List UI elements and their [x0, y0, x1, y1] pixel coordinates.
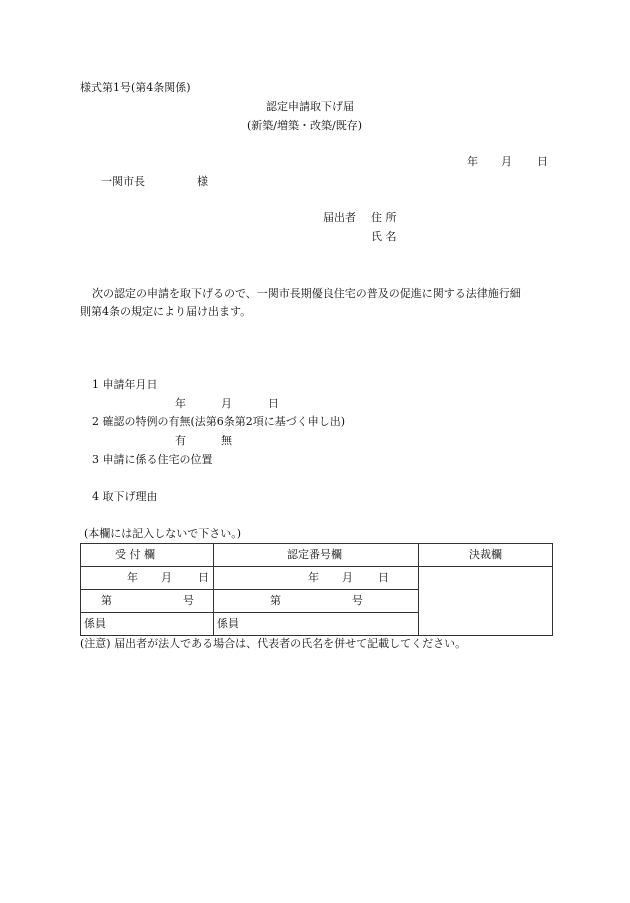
date-month-label: 月	[501, 155, 512, 168]
document-title: 認定申請取下げ届	[266, 100, 354, 113]
office-use-table	[80, 543, 553, 636]
approval-cell	[419, 567, 553, 636]
certification-header-cell	[214, 544, 419, 567]
reception-month: 月	[161, 571, 172, 584]
date-year-label: 年	[467, 155, 478, 168]
reception-day: 日	[198, 571, 209, 584]
applicant-address-label: 住 所	[371, 211, 397, 224]
reception-number-cell	[81, 590, 214, 613]
certification-date-cell	[214, 567, 419, 590]
reception-year: 年	[127, 571, 138, 584]
certification-number-header: 認定番号欄	[287, 548, 342, 561]
item3-label: 3 申請に係る住宅の位置	[92, 453, 213, 466]
office-use-note: (本欄には記入しないで下さい。)	[84, 527, 242, 540]
body-text-line1: 次の認定の申請を取下げるので、一関市長期優良住宅の普及の促進に関する法律施行細	[92, 287, 521, 300]
reception-header: 受 付 欄	[115, 548, 155, 561]
certification-day: 日	[378, 571, 389, 584]
certification-number-suffix: 号	[352, 594, 363, 607]
approval-header-cell	[419, 544, 553, 567]
certification-month: 月	[342, 571, 353, 584]
reception-date-cell	[81, 567, 214, 590]
certification-year: 年	[308, 571, 319, 584]
item2-no: 無	[221, 434, 232, 447]
certification-staff-cell	[214, 613, 419, 636]
addressee-name: 一関市長	[101, 175, 145, 188]
addressee-honorific: 様	[197, 175, 208, 188]
approval-header: 決裁欄	[469, 548, 502, 561]
certification-number-cell	[214, 590, 419, 613]
certification-number-prefix: 第	[270, 594, 281, 607]
certification-staff-label: 係員	[217, 617, 239, 630]
reception-header-cell	[81, 544, 214, 567]
footer-note: (注意) 届出者が法人である場合は、代表者の氏名を併せて記載してください。	[80, 637, 467, 650]
reception-number-suffix: 号	[183, 594, 194, 607]
item2-label: 2 確認の特例の有無(法第6条第2項に基づく申し出)	[92, 415, 346, 428]
reception-staff-cell	[81, 613, 214, 636]
item2-yes: 有	[175, 434, 186, 447]
item1-label: 1 申請年月日	[92, 378, 158, 391]
item1-day: 日	[268, 397, 279, 410]
reception-staff-label: 係員	[84, 617, 106, 630]
item1-year: 年	[175, 397, 186, 410]
applicant-name-label: 氏 名	[371, 230, 397, 243]
document-subtitle: (新築/増築・改築/既存)	[247, 119, 362, 132]
applicant-label: 届出者	[323, 211, 356, 224]
body-text-line2: 則第4条の規定により届け出ます。	[80, 305, 252, 318]
item4-label: 4 取下げ理由	[92, 490, 158, 503]
form-number: 様式第1号(第4条関係)	[80, 81, 191, 94]
item1-month: 月	[221, 397, 232, 410]
reception-number-prefix: 第	[101, 594, 112, 607]
date-day-label: 日	[537, 155, 548, 168]
